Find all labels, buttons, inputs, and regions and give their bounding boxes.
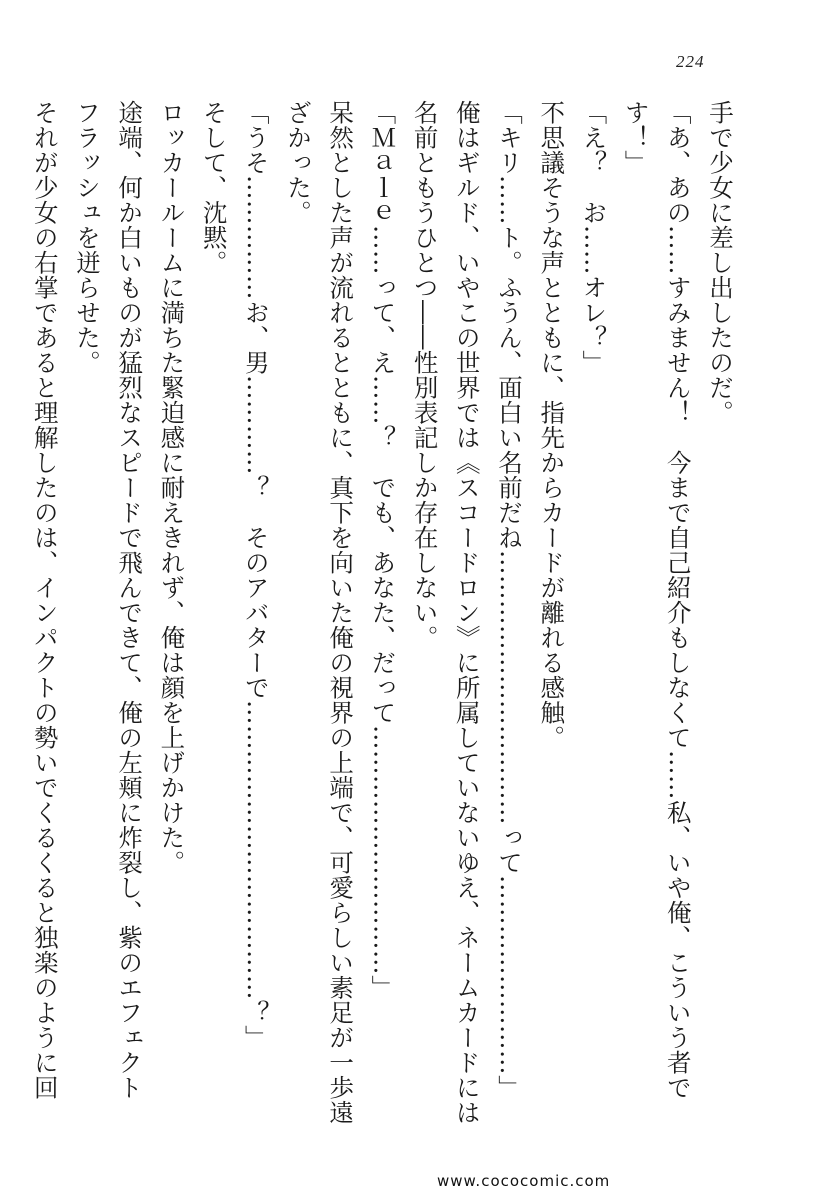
page-number: 224	[676, 52, 705, 71]
text-line: フラッシュを迸らせた。	[72, 100, 102, 375]
text-line: それが少女の右掌であると理解したのは、インパクトの勢いでくるくると独楽のように回	[30, 100, 60, 1100]
text-line: 「あ、あの……すみません！ 今まで自己紹介もしなくて……私、いや俺、こういう者で	[663, 100, 693, 1100]
text-line: 不思議そうな声とともに、指先からカードが離れる感触。	[537, 100, 567, 750]
vertical-text-body	[30, 100, 741, 1125]
text-line: 手で少女に差し出したのだ。	[706, 100, 735, 425]
text-line: 俺はギルド、いやこの世界では《スコードロン》に所属していないゆえ、ネームカードには	[452, 100, 482, 1125]
text-line: 途端、何か白いものが猛烈なスピードで飛んできて、俺の左頬に炸裂し、紫のエフェクト	[115, 100, 145, 1100]
text-line: ロッカールームに満ちた緊迫感に耐えきれず、俺は顔を上げかけた。	[157, 100, 187, 875]
text-line: 名前ともうひとつ――性別表記しか存在しない。	[410, 100, 440, 650]
footer-url-watermark: www.cococomic.com	[437, 1172, 611, 1190]
text-line: ざかった。	[283, 100, 313, 225]
text-line: 「うそ……………お、男…………？ そのアバターで………………………………？」	[241, 100, 271, 1050]
text-line: そして、沈黙。	[199, 100, 229, 275]
text-line: 「え？ お……オレ？」	[579, 100, 609, 375]
text-line: 呆然とした声が流れるとともに、真下を向いた俺の視界の上端で、可愛らしい素足が一歩遠	[326, 100, 356, 1125]
text-line: 「Ｍａｌｅ……って、え……？ でも、あなた、だって…………………………」	[368, 100, 398, 1000]
text-line: 「キリ……ト。ふうん、面白い名前だね……………………………って……………………」	[494, 100, 524, 1100]
text-line: す！」	[621, 100, 651, 175]
